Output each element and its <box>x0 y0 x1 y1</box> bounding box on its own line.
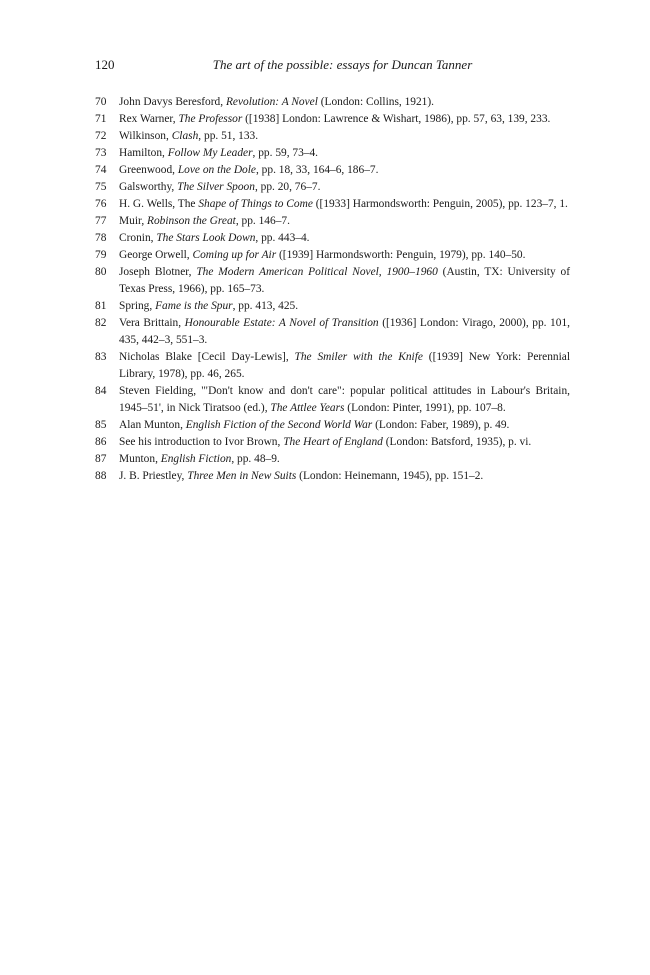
endnote <box>95 179 570 196</box>
endnote-text <box>119 349 570 383</box>
page-header <box>95 56 570 74</box>
endnote-number: 85 <box>95 419 107 431</box>
endnote-text <box>119 451 570 468</box>
endnote-text <box>119 179 570 196</box>
endnote-title: The Professor <box>178 113 243 125</box>
endnote-segment: , pp. 18, 33, 164–6, 186–7. <box>255 164 379 176</box>
endnote-number: 81 <box>95 300 107 312</box>
endnote <box>95 196 570 213</box>
endnote-segment: Alan Munton, <box>119 419 186 431</box>
endnote-number: 71 <box>95 113 107 125</box>
endnote <box>95 417 570 434</box>
endnote <box>95 315 570 349</box>
endnote-segment: H. G. Wells, The <box>119 198 199 210</box>
endnote-segment: Joseph Blotner, <box>119 266 197 278</box>
endnote <box>95 349 570 383</box>
endnote-text <box>119 383 570 417</box>
endnote-segment: ([1938] London: Lawrence & Wishart, 1986), pp. 57, 63, 139, 233. <box>242 113 551 125</box>
endnote-title: Revolution: A Novel <box>225 96 318 108</box>
endnote <box>95 145 570 162</box>
endnote-segment: ([1939] Harmondsworth: Penguin, 1979), pp. 140–50. <box>276 249 526 261</box>
endnote-text <box>119 213 570 230</box>
endnote-title: Honourable Estate: A Novel of Transition <box>184 317 379 329</box>
endnote-text <box>119 315 570 349</box>
endnote-number: 83 <box>95 351 107 363</box>
endnote-title: Clash <box>171 130 199 142</box>
endnote-title: Three Men in New Suits <box>187 470 297 482</box>
endnote-segment: ([1936] London: Virago, 2000), pp. 101, 435, 442–3, 551–3. <box>119 317 570 346</box>
endnote <box>95 128 570 145</box>
endnote <box>95 94 570 111</box>
endnote-number: 86 <box>95 436 107 448</box>
endnote-number: 87 <box>95 453 107 465</box>
endnote-segment: Munton, <box>119 453 161 465</box>
endnote-text <box>119 145 570 162</box>
endnote-title: Love on the Dole <box>177 164 256 176</box>
endnote-title: The Smiler with the Knife <box>294 351 423 363</box>
endnote-text <box>119 196 570 213</box>
endnote-segment: , pp. 59, 73–4. <box>252 147 319 159</box>
endnote-text <box>119 128 570 145</box>
endnote-segment: Rex Warner, <box>119 113 179 125</box>
endnote-number: 77 <box>95 215 107 227</box>
endnote-segment: Greenwood, <box>119 164 178 176</box>
endnote-number: 84 <box>95 385 107 397</box>
endnote-text <box>119 94 570 111</box>
endnote <box>95 264 570 298</box>
endnote-number: 73 <box>95 147 107 159</box>
endnote-number: 88 <box>95 470 107 482</box>
endnote-text <box>119 298 570 315</box>
endnote-text <box>119 417 570 434</box>
running-title: The art of the possible: essays for Duncan Tanner <box>212 57 473 72</box>
endnote <box>95 383 570 417</box>
endnote-number: 82 <box>95 317 107 329</box>
endnote-title: The Modern American Political Novel, 1900–1960 <box>196 266 438 278</box>
endnote-segment: Hamilton, <box>119 147 168 159</box>
endnote-number: 76 <box>95 198 107 210</box>
endnote-segment: , pp. 51, 133. <box>198 130 259 142</box>
endnote <box>95 247 570 264</box>
endnote <box>95 111 570 128</box>
endnote-segment: (Austin, TX: University of Texas Press, 1966), pp. 165–73. <box>119 266 570 295</box>
endnote-segment: , pp. 20, 76–7. <box>254 181 321 193</box>
page-number: 120 <box>95 57 115 72</box>
endnote-title: Robinson the Great <box>147 215 236 227</box>
endnote-segment: Cronin, <box>119 232 157 244</box>
endnote-title: The Heart of England <box>283 436 383 448</box>
endnote-number: 74 <box>95 164 107 176</box>
endnote-segment: , pp. 413, 425. <box>232 300 299 312</box>
endnote <box>95 451 570 468</box>
endnote-title: English Fiction <box>160 453 232 465</box>
endnote-text <box>119 264 570 298</box>
endnote <box>95 298 570 315</box>
endnote-title: Fame is the Spur <box>155 300 233 312</box>
endnote-segment: (London: Batsford, 1935), p. vi. <box>382 436 532 448</box>
endnote-segment: Nicholas Blake [Cecil Day-Lewis], <box>119 351 295 363</box>
endnote-segment: ([1933] Harmondsworth: Penguin, 2005), pp. 123–7, 1. <box>312 198 568 210</box>
endnote-text <box>119 162 570 179</box>
endnote-text <box>119 111 570 128</box>
endnote-text <box>119 468 570 485</box>
endnote-segment: (London: Heinemann, 1945), pp. 151–2. <box>296 470 484 482</box>
endnote-segment: Steven Fielding, '"Don't know and don't care": popular political attitudes in Labour's Britain, 1945–51', in Nick Tiratsoo (ed.), <box>119 385 570 414</box>
endnote <box>95 162 570 179</box>
endnote <box>95 213 570 230</box>
endnote-segment: Vera Brittain, <box>119 317 185 329</box>
endnote <box>95 230 570 247</box>
endnote-segment: George Orwell, <box>119 249 193 261</box>
endnote-segment: (London: Faber, 1989), p. 49. <box>372 419 510 431</box>
endnote-segment: John Davys Beresford, <box>119 96 226 108</box>
endnote-number: 79 <box>95 249 107 261</box>
endnote <box>95 468 570 485</box>
endnote <box>95 434 570 451</box>
endnote-number: 80 <box>95 266 107 278</box>
endnote-text <box>119 230 570 247</box>
endnote-number: 78 <box>95 232 107 244</box>
endnote-number: 70 <box>95 96 107 108</box>
endnote-number: 72 <box>95 130 107 142</box>
endnotes-list <box>95 94 570 485</box>
endnote-segment: Muir, <box>119 215 148 227</box>
endnote-segment: , pp. 48–9. <box>231 453 280 465</box>
endnote-text <box>119 434 570 451</box>
endnote-segment: Galsworthy, <box>119 181 178 193</box>
endnote-text <box>119 247 570 264</box>
endnote-segment: (London: Collins, 1921). <box>317 96 435 108</box>
endnote-title: The Attlee Years <box>270 402 345 414</box>
endnote-number: 75 <box>95 181 107 193</box>
endnote-segment: See his introduction to Ivor Brown, <box>119 436 284 448</box>
endnote-title: The Stars Look Down <box>156 232 256 244</box>
endnote-segment: , pp. 443–4. <box>255 232 310 244</box>
endnote-title: Follow My Leader <box>167 147 253 159</box>
endnote-title: The Silver Spoon <box>177 181 255 193</box>
endnote-segment: , pp. 146–7. <box>235 215 290 227</box>
endnote-title: Coming up for Air <box>192 249 277 261</box>
endnote-segment: (London: Pinter, 1991), pp. 107–8. <box>344 402 506 414</box>
endnote-title: English Fiction of the Second World War <box>185 419 373 431</box>
endnote-segment: Spring, <box>119 300 156 312</box>
endnote-segment: Wilkinson, <box>119 130 172 142</box>
endnote-segment: J. B. Priestley, <box>119 470 188 482</box>
endnote-segment: ([1939] New York: Perennial Library, 1978), pp. 46, 265. <box>119 351 571 380</box>
endnote-title: Shape of Things to Come <box>198 198 313 210</box>
